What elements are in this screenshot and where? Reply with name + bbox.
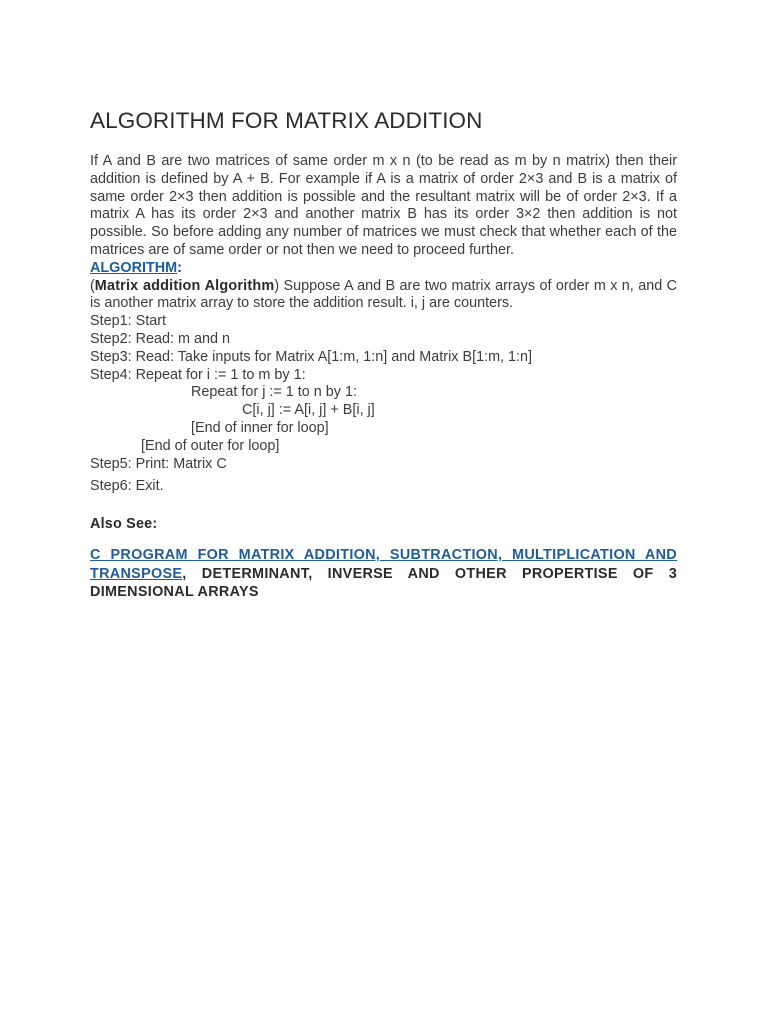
also-see-label: Also See: <box>90 516 158 533</box>
step-3: Step3: Read: Take inputs for Matrix A[1:m, 1:n] and Matrix B[1:m, 1:n] <box>90 348 533 365</box>
algorithm-description <box>90 278 677 314</box>
related-links <box>90 546 677 601</box>
page-title: ALGORITHM FOR MATRIX ADDITION <box>90 108 483 133</box>
step-4: Step4: Repeat for i := 1 to m by 1: <box>90 366 306 383</box>
step-4-end-inner: [End of inner for loop] <box>191 419 329 436</box>
algorithm-name: Matrix addition Algorithm <box>94 277 275 294</box>
step-4-end-outer: [End of outer for loop] <box>141 437 280 454</box>
algorithm-link[interactable]: ALGORITHM <box>90 259 178 276</box>
algorithm-steps <box>90 313 677 496</box>
intro-paragraph: If A and B are two matrices of same order m x n (to be read as m by n matrix) then their addition is defined by A + B. For example if A is a matrix of order 2×3 and B is a matrix of same order 2×3 then addition is possible and the resultant matrix will be of order 2×3. If a matrix A has its order 2×3 and another matrix B has its order 3×2 then addition is not possible. So before adding any number of matrices we must check that whether each of the matrices are of same order or not then we need to proceed further. <box>90 153 677 258</box>
step-6: Step6: Exit. <box>90 478 164 495</box>
step-5: Step5: Print: Matrix C <box>90 455 227 472</box>
matrix-operations-link[interactable]: C PROGRAM FOR MATRIX ADDITION, SUBTRACTION, MULTIPLICATION AND TRANSPOSE <box>90 547 677 582</box>
related-links-rest: , DETERMINANT, INVERSE AND OTHER PROPERTISE OF 3 DIMENSIONAL ARRAYS <box>90 565 677 600</box>
algorithm-heading <box>90 260 677 278</box>
step-2: Step2: Read: m and n <box>90 330 230 347</box>
step-4-loop-body: C[i, j] := A[i, j] + B[i, j] <box>242 402 375 419</box>
algorithm-heading-colon: : <box>177 259 182 276</box>
step-4-inner-loop: Repeat for j := 1 to n by 1: <box>191 384 357 401</box>
algorithm-description-text: ) Suppose A and B are two matrix arrays of order m x n, and C is another matrix array to store the addition result. i, j are counters. <box>90 277 677 312</box>
document-page <box>90 108 677 601</box>
step-1: Step1: Start <box>90 313 166 330</box>
open-paren: ( <box>90 277 95 294</box>
